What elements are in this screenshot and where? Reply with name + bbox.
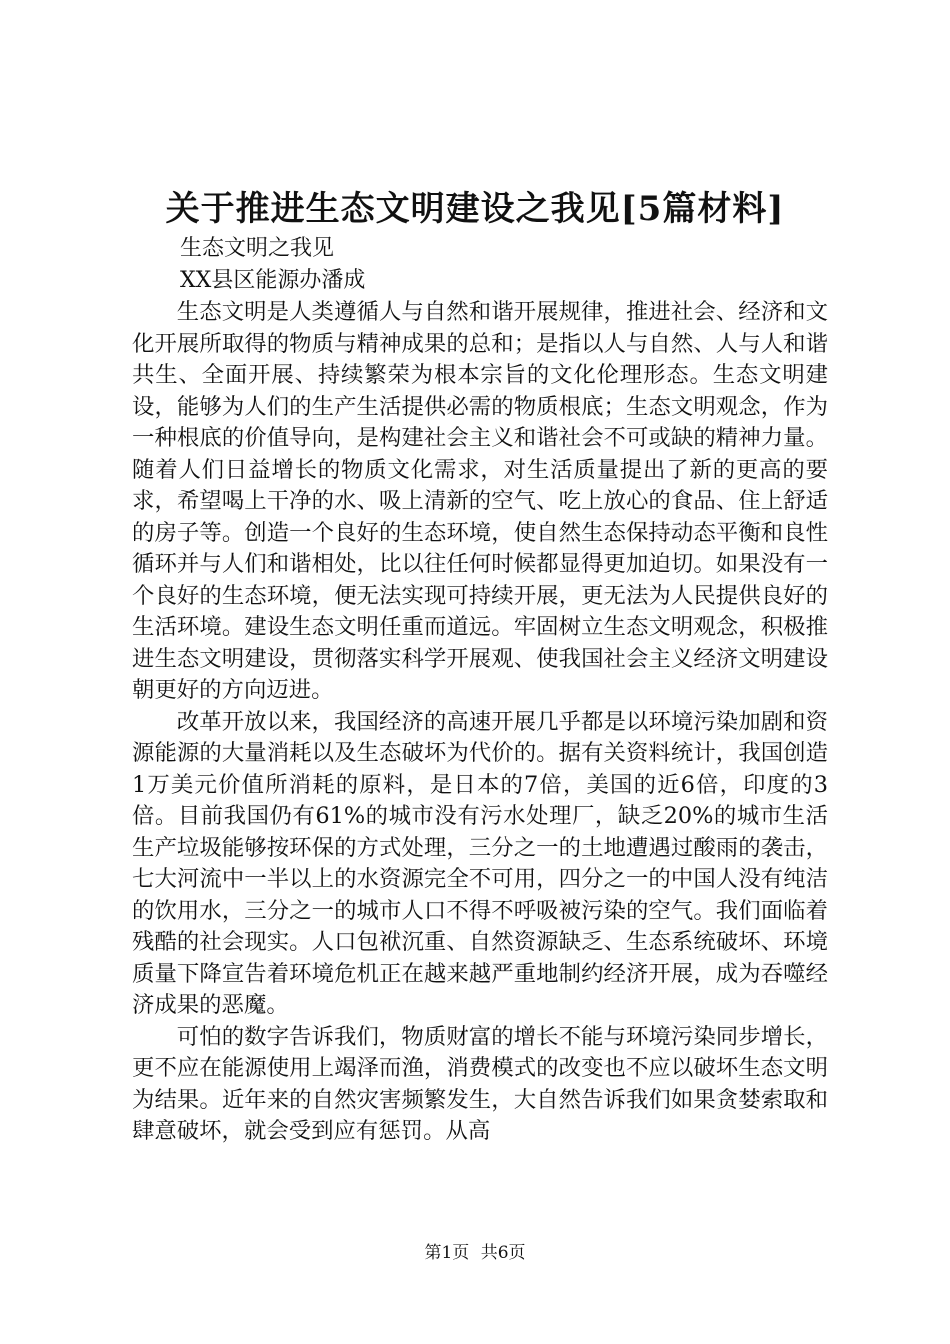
body-paragraph: 可怕的数字告诉我们，物质财富的增长不能与环境污染同步增长，更不应在能源使用上竭泽而渔，消费模式的改变也不应以破坏生态文明为结果。近年来的自然灾害频繁发生，大自然告诉我们如果贪婪索取和肆意破坏，就会受到应有惩罚。从高	[132, 1023, 828, 1144]
body-paragraph: 改革开放以来，我国经济的高速开展几乎都是以环境污染加剧和资源能源的大量消耗以及生态破坏为代价的。据有关资料统计，我国创造1万美元价值所消耗的原料，是日本的7倍，美国的近6倍，印度的3倍。目前我国仍有61%的城市没有污水处理厂，缺乏20%的城市生活生产垃圾能够按环保的方式处理，三分之一的土地遭遇过酸雨的袭击，七大河流中一半以上的水资源完全不可用，四分之一的中国人没有纯洁的饮用水，三分之一的城市人口不得不呼吸被污染的空气。我们面临着残酷的社会现实。人口包袱沉重、自然资源缺乏、生态系统破坏、环境质量下降宣告着环境危机正在越来越严重地制约经济开展，成为吞噬经济成果的恶魔。	[132, 708, 828, 1018]
document-body	[132, 297, 828, 1148]
page-footer	[0, 1242, 950, 1264]
page-number: 第1页	[424, 1243, 470, 1263]
document-title: 关于推进生态文明建设之我见[5篇材料]	[165, 189, 785, 229]
page-total: 共6页	[480, 1243, 526, 1263]
document-subtitle: 生态文明之我见	[180, 236, 335, 261]
body-paragraph: 生态文明是人类遵循人与自然和谐开展规律，推进社会、经济和文化开展所取得的物质与精神成果的总和；是指以人与自然、人与人和谐共生、全面开展、持续繁荣为根本宗旨的文化伦理形态。生态文明建设，能够为人们的生产生活提供必需的物质根底；生态文明观念，作为一种根底的价值导向，是构建社会主义和谐社会不可或缺的精神力量。随着人们日益增长的物质文化需求，对生活质量提出了新的更高的要求，希望喝上干净的水、吸上清新的空气、吃上放心的食品、住上舒适的房子等。创造一个良好的生态环境，使自然生态保持动态平衡和良性循环并与人们和谐相处，比以往任何时候都显得更加迫切。如果没有一个良好的生态环境，便无法实现可持续开展，更无法为人民提供良好的生活环境。建设生态文明任重而道远。牢固树立生态文明观念，积极推进生态文明建设，贯彻落实科学开展观、使我国社会主义经济文明建设朝更好的方向迈进。	[132, 299, 828, 703]
document-author: XX县区能源办潘成	[180, 268, 366, 293]
